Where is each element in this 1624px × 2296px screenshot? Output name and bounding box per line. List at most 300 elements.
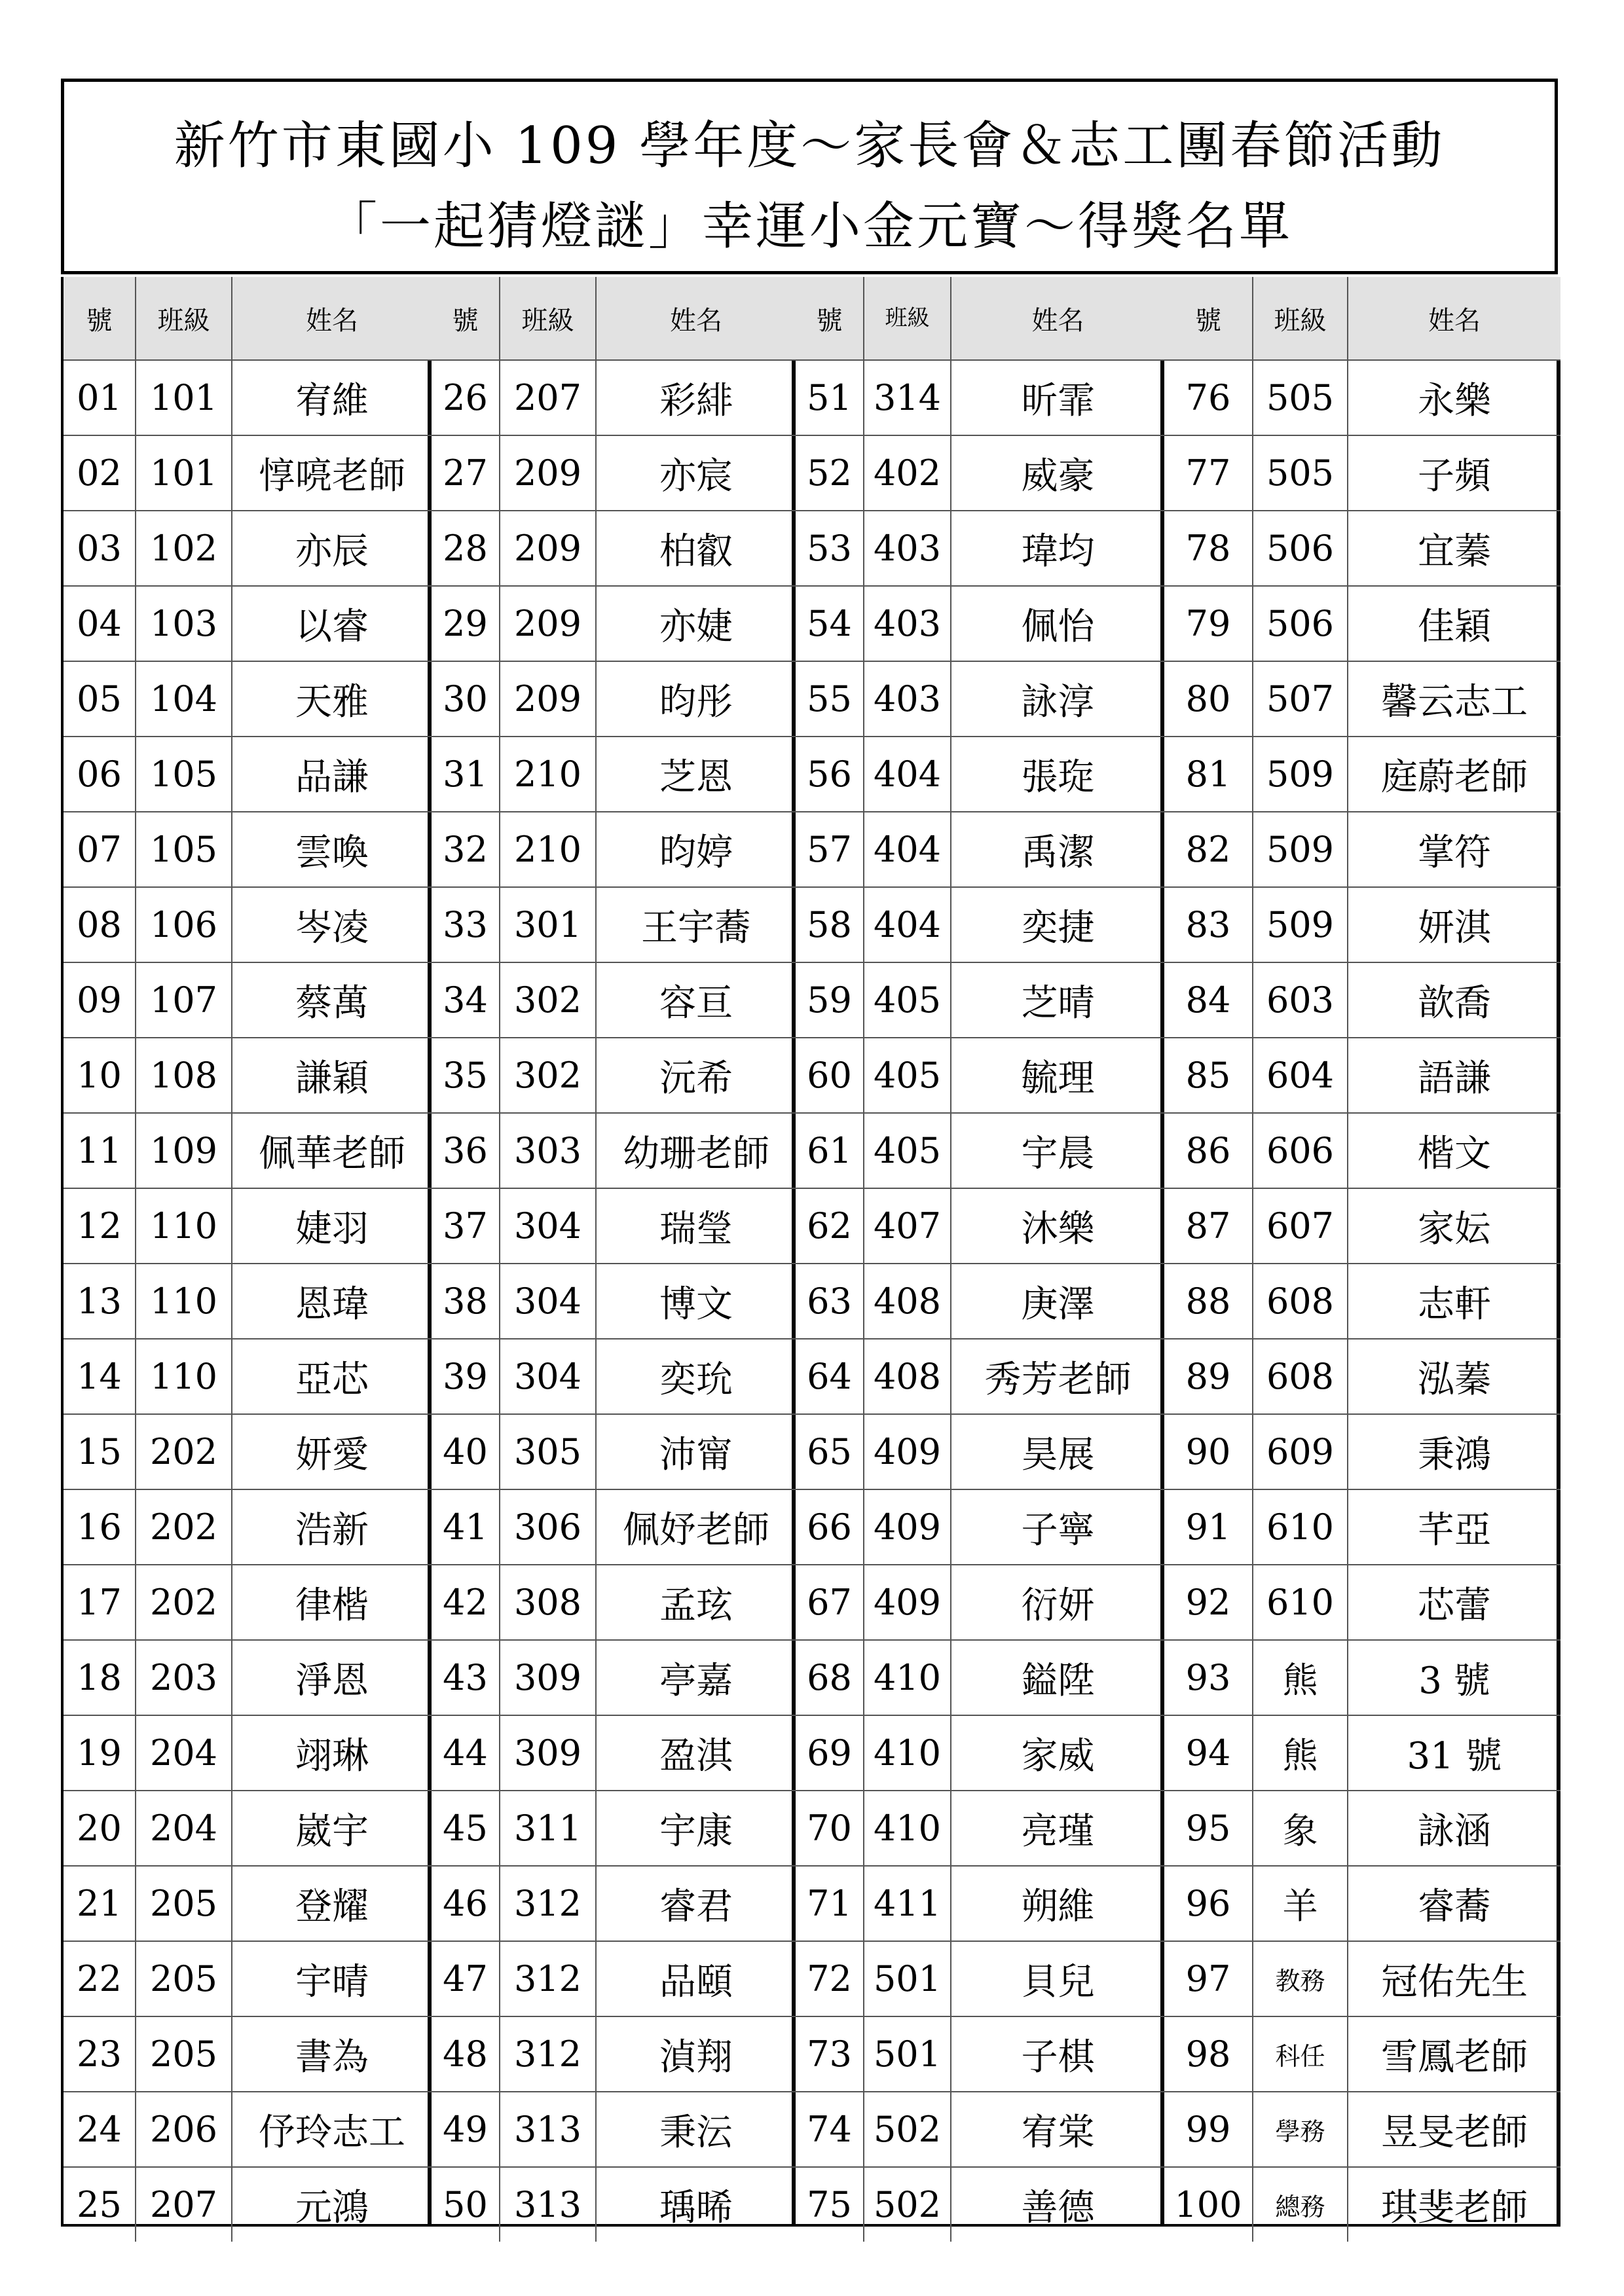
winner-name: 芊亞 [1348,1489,1560,1565]
title-line-2: 「一起猜燈謎」幸運小金元寶～得獎名單 [325,197,1293,256]
winner-name: 佩妤老師 [596,1489,796,1565]
winner-number: 75 [796,2167,864,2242]
winner-name: 宜蓁 [1348,511,1560,586]
number-header: 號 [432,277,500,360]
table-row [796,2016,1164,2092]
winner-name: 子棋 [951,2016,1164,2092]
winner-number: 94 [1164,1715,1253,1791]
table-row [432,2092,796,2167]
winner-class: 202 [136,1414,232,1489]
winner-name: 子頻 [1348,435,1560,511]
winner-number: 12 [64,1188,136,1264]
winner-number: 30 [432,661,500,737]
winner-name: 睿蕎 [1348,1866,1560,1941]
winner-name: 琪斐老師 [1348,2167,1560,2242]
table-row [432,1113,796,1188]
winner-name: 禹潔 [951,812,1164,887]
winner-number: 25 [64,2167,136,2242]
winner-name: 淨恩 [232,1640,432,1715]
winner-class: 501 [864,2016,951,2092]
winner-name: 登耀 [232,1866,432,1941]
winner-name: 昀彤 [596,661,796,737]
winner-class: 313 [500,2092,596,2167]
number-header: 號 [1164,277,1253,360]
winner-class: 203 [136,1640,232,1715]
winner-name: 昀婷 [596,812,796,887]
winner-name: 孟玹 [596,1565,796,1640]
table-row [796,1113,1164,1188]
winner-number: 73 [796,2016,864,2092]
winner-class: 509 [1253,887,1348,962]
winners-table [1164,277,1560,2242]
winner-class: 407 [864,1188,951,1264]
winner-number: 85 [1164,1038,1253,1113]
winner-number: 31 [432,737,500,812]
winner-name: 亭嘉 [596,1640,796,1715]
winner-number: 15 [64,1414,136,1489]
table-row [1164,1264,1560,1339]
winner-class: 405 [864,1113,951,1188]
winner-class: 410 [864,1715,951,1791]
winner-number: 29 [432,586,500,661]
winner-number: 78 [1164,511,1253,586]
winner-class: 羊 [1253,1866,1348,1941]
winner-class: 410 [864,1640,951,1715]
winner-name: 鎰陞 [951,1640,1164,1715]
winner-class: 110 [136,1339,232,1414]
winner-number: 52 [796,435,864,511]
table-row [432,812,796,887]
table-row [432,2016,796,2092]
winner-number: 02 [64,435,136,511]
winner-class: 206 [136,2092,232,2167]
table-row [796,360,1164,435]
winner-class: 304 [500,1264,596,1339]
winner-number: 10 [64,1038,136,1113]
table-row [432,661,796,737]
winner-name: 品謙 [232,737,432,812]
name-header: 姓名 [596,277,796,360]
table-row [796,511,1164,586]
winner-class: 410 [864,1791,951,1866]
winner-number: 56 [796,737,864,812]
table-row [796,887,1164,962]
table-row [1164,1489,1560,1565]
table-row [796,1640,1164,1715]
winner-class: 106 [136,887,232,962]
winners-table [64,277,432,2242]
table-row [1164,1715,1560,1791]
winner-name: 沅希 [596,1038,796,1113]
winner-name: 詠淳 [951,661,1164,737]
winner-class: 305 [500,1414,596,1489]
winner-class: 509 [1253,812,1348,887]
winner-class: 202 [136,1565,232,1640]
winner-class: 502 [864,2092,951,2167]
winner-number: 49 [432,2092,500,2167]
winner-class: 405 [864,962,951,1038]
winner-name: 岑凌 [232,887,432,962]
winner-name: 翊琳 [232,1715,432,1791]
winner-class: 熊 [1253,1715,1348,1791]
winner-number: 01 [64,360,136,435]
winner-number: 96 [1164,1866,1253,1941]
winner-number: 79 [1164,586,1253,661]
winner-name: 庚澤 [951,1264,1164,1339]
winners-table [796,277,1164,2242]
winner-class: 404 [864,887,951,962]
winner-class: 608 [1253,1339,1348,1414]
winner-name: 芝晴 [951,962,1164,1038]
number-header: 號 [796,277,864,360]
winner-number: 68 [796,1640,864,1715]
winner-number: 26 [432,360,500,435]
winner-class: 507 [1253,661,1348,737]
winner-number: 59 [796,962,864,1038]
table-row [1164,1113,1560,1188]
winner-class: 101 [136,435,232,511]
winner-class: 409 [864,1489,951,1565]
class-header: 班級 [500,277,596,360]
winner-number: 51 [796,360,864,435]
table-row [796,2167,1164,2242]
winner-name: 奕捷 [951,887,1164,962]
winner-name: 語謙 [1348,1038,1560,1113]
winner-class: 506 [1253,586,1348,661]
table-row [796,1264,1164,1339]
winner-number: 67 [796,1565,864,1640]
winner-class: 象 [1253,1791,1348,1866]
table-row [64,1038,432,1113]
table-row [64,1489,432,1565]
winner-number: 53 [796,511,864,586]
winner-class: 404 [864,737,951,812]
header-row [64,277,432,360]
winner-name: 博文 [596,1264,796,1339]
winner-class: 209 [500,511,596,586]
winners-block-1 [64,277,432,2229]
winner-class: 403 [864,661,951,737]
winner-class: 309 [500,1715,596,1791]
winner-number: 83 [1164,887,1253,962]
winner-class: 609 [1253,1414,1348,1489]
winner-class: 309 [500,1640,596,1715]
winner-class: 107 [136,962,232,1038]
winner-class: 207 [136,2167,232,2242]
winner-number: 93 [1164,1640,1253,1715]
winner-name: 宇康 [596,1791,796,1866]
winner-number: 33 [432,887,500,962]
winner-class: 210 [500,812,596,887]
winner-name: 以睿 [232,586,432,661]
winner-number: 71 [796,1866,864,1941]
winner-class: 總務 [1253,2167,1348,2242]
table-row [1164,1188,1560,1264]
winner-name: 書為 [232,2016,432,2092]
winner-name: 天雅 [232,661,432,737]
winner-number: 24 [64,2092,136,2167]
winner-class: 409 [864,1414,951,1489]
table-row [64,1791,432,1866]
winner-class: 610 [1253,1565,1348,1640]
winner-class: 506 [1253,511,1348,586]
table-row [796,661,1164,737]
winner-number: 45 [432,1791,500,1866]
winner-name: 秉沄 [596,2092,796,2167]
table-row [432,1414,796,1489]
winner-class: 312 [500,1866,596,1941]
table-row [796,1791,1164,1866]
winner-number: 21 [64,1866,136,1941]
table-row [64,1941,432,2016]
winner-name: 盈淇 [596,1715,796,1791]
number-header: 號 [64,277,136,360]
winner-name: 泓蓁 [1348,1339,1560,1414]
winner-class: 205 [136,2016,232,2092]
winner-name: 昱旻老師 [1348,2092,1560,2167]
award-sheet [61,79,1560,2229]
winner-number: 100 [1164,2167,1253,2242]
winner-class: 403 [864,511,951,586]
winner-number: 07 [64,812,136,887]
winner-class: 105 [136,737,232,812]
winner-name: 亮瑾 [951,1791,1164,1866]
winner-number: 18 [64,1640,136,1715]
name-header: 姓名 [232,277,432,360]
table-row [1164,511,1560,586]
winner-class: 505 [1253,360,1348,435]
table-row [1164,1866,1560,1941]
winner-name: 亦婕 [596,586,796,661]
table-row [432,1866,796,1941]
winner-name: 品頤 [596,1941,796,2016]
winner-name: 秉鴻 [1348,1414,1560,1489]
winners-block-4 [1164,277,1560,2229]
winner-class: 304 [500,1188,596,1264]
winner-name: 宇晴 [232,1941,432,2016]
winner-number: 09 [64,962,136,1038]
table-row [796,1715,1164,1791]
winner-name: 芝恩 [596,737,796,812]
winner-number: 41 [432,1489,500,1565]
table-row [64,435,432,511]
table-row [64,1565,432,1640]
winner-number: 88 [1164,1264,1253,1339]
table-row [432,887,796,962]
winner-number: 04 [64,586,136,661]
winner-name: 昊展 [951,1414,1164,1489]
table-row [432,2167,796,2242]
winner-number: 38 [432,1264,500,1339]
table-row [1164,1941,1560,2016]
winner-number: 69 [796,1715,864,1791]
table-row [1164,360,1560,435]
winner-class: 205 [136,1866,232,1941]
table-row [64,1264,432,1339]
table-row [796,1414,1164,1489]
title-box [61,79,1558,274]
winner-number: 82 [1164,812,1253,887]
table-row [1164,962,1560,1038]
winner-name: 佳穎 [1348,586,1560,661]
table-row [796,435,1164,511]
winner-name: 柏叡 [596,511,796,586]
table-row [432,1339,796,1414]
winner-name: 元鴻 [232,2167,432,2242]
winner-name: 律楷 [232,1565,432,1640]
winner-class: 408 [864,1264,951,1339]
winner-class: 科任 [1253,2016,1348,2092]
table-row [64,2092,432,2167]
table-row [64,1339,432,1414]
winner-class: 313 [500,2167,596,2242]
winner-class: 204 [136,1715,232,1791]
winner-name: 蔡萬 [232,962,432,1038]
winner-number: 60 [796,1038,864,1113]
winner-name: 貝兒 [951,1941,1164,2016]
winner-name: 志軒 [1348,1264,1560,1339]
table-row [796,1038,1164,1113]
winner-class: 408 [864,1339,951,1414]
name-header: 姓名 [951,277,1164,360]
table-row [64,511,432,586]
winner-number: 64 [796,1339,864,1414]
table-row [432,1188,796,1264]
winner-number: 44 [432,1715,500,1791]
winner-number: 28 [432,511,500,586]
winner-name: 庭蔚老師 [1348,737,1560,812]
winner-name: 瑋均 [951,511,1164,586]
winner-number: 43 [432,1640,500,1715]
table-row [1164,586,1560,661]
winner-name: 詠涵 [1348,1791,1560,1866]
class-header: 班級 [864,277,951,360]
winners-table [432,277,796,2242]
winner-name: 伃玲志工 [232,2092,432,2167]
table-row [1164,2016,1560,2092]
winner-name: 亦宸 [596,435,796,511]
winner-name: 31 號 [1348,1715,1560,1791]
winner-name: 毓理 [951,1038,1164,1113]
table-row [432,1038,796,1113]
winner-number: 89 [1164,1339,1253,1414]
winner-number: 23 [64,2016,136,2092]
winner-class: 603 [1253,962,1348,1038]
winner-number: 97 [1164,1941,1253,2016]
winner-class: 熊 [1253,1640,1348,1715]
winners-block-3 [796,277,1164,2229]
winner-number: 06 [64,737,136,812]
winner-name: 王宇蕎 [596,887,796,962]
winner-number: 90 [1164,1414,1253,1489]
winner-number: 14 [64,1339,136,1414]
winner-number: 74 [796,2092,864,2167]
table-row [1164,1414,1560,1489]
table-row [64,887,432,962]
winner-name: 3 號 [1348,1640,1560,1715]
winner-class: 312 [500,1941,596,2016]
winner-name: 宇晨 [951,1113,1164,1188]
table-row [796,1866,1164,1941]
winner-number: 47 [432,1941,500,2016]
winner-number: 57 [796,812,864,887]
table-row [432,1264,796,1339]
table-row [432,1640,796,1715]
winner-class: 學務 [1253,2092,1348,2167]
table-row [796,1339,1164,1414]
winners-grid [61,277,1560,2227]
winner-name: 家威 [951,1715,1164,1791]
winner-class: 311 [500,1791,596,1866]
winner-number: 27 [432,435,500,511]
winner-class: 610 [1253,1489,1348,1565]
winner-name: 佩華老師 [232,1113,432,1188]
winner-name: 永樂 [1348,360,1560,435]
table-row [1164,661,1560,737]
table-row [432,737,796,812]
winner-class: 108 [136,1038,232,1113]
winner-name: 謙穎 [232,1038,432,1113]
winner-number: 08 [64,887,136,962]
table-row [64,360,432,435]
winner-number: 19 [64,1715,136,1791]
table-row [1164,1640,1560,1715]
winner-name: 瑀晞 [596,2167,796,2242]
winner-number: 46 [432,1866,500,1941]
table-row [432,586,796,661]
winner-class: 204 [136,1791,232,1866]
winner-class: 202 [136,1489,232,1565]
winner-name: 浩新 [232,1489,432,1565]
winner-number: 62 [796,1188,864,1264]
winner-number: 17 [64,1565,136,1640]
winner-number: 55 [796,661,864,737]
winner-name: 崴宇 [232,1791,432,1866]
winner-class: 411 [864,1866,951,1941]
winner-class: 606 [1253,1113,1348,1188]
winner-number: 87 [1164,1188,1253,1264]
winner-name: 睿君 [596,1866,796,1941]
winner-number: 92 [1164,1565,1253,1640]
table-row [796,1188,1164,1264]
winner-class: 101 [136,360,232,435]
winner-number: 77 [1164,435,1253,511]
table-row [432,962,796,1038]
winner-name: 幼珊老師 [596,1113,796,1188]
winner-class: 109 [136,1113,232,1188]
table-row [432,1565,796,1640]
winners-block-2 [432,277,796,2229]
winner-number: 76 [1164,360,1253,435]
winner-name: 宥棠 [951,2092,1164,2167]
winner-class: 105 [136,812,232,887]
winner-class: 402 [864,435,951,511]
winner-class: 604 [1253,1038,1348,1113]
winner-number: 34 [432,962,500,1038]
winner-class: 308 [500,1565,596,1640]
winner-number: 11 [64,1113,136,1188]
winner-number: 32 [432,812,500,887]
winner-name: 張琁 [951,737,1164,812]
table-row [796,1489,1164,1565]
table-row [64,2016,432,2092]
winner-number: 05 [64,661,136,737]
winner-number: 20 [64,1791,136,1866]
winner-class: 207 [500,360,596,435]
table-row [432,435,796,511]
table-row [64,1113,432,1188]
winner-class: 210 [500,737,596,812]
